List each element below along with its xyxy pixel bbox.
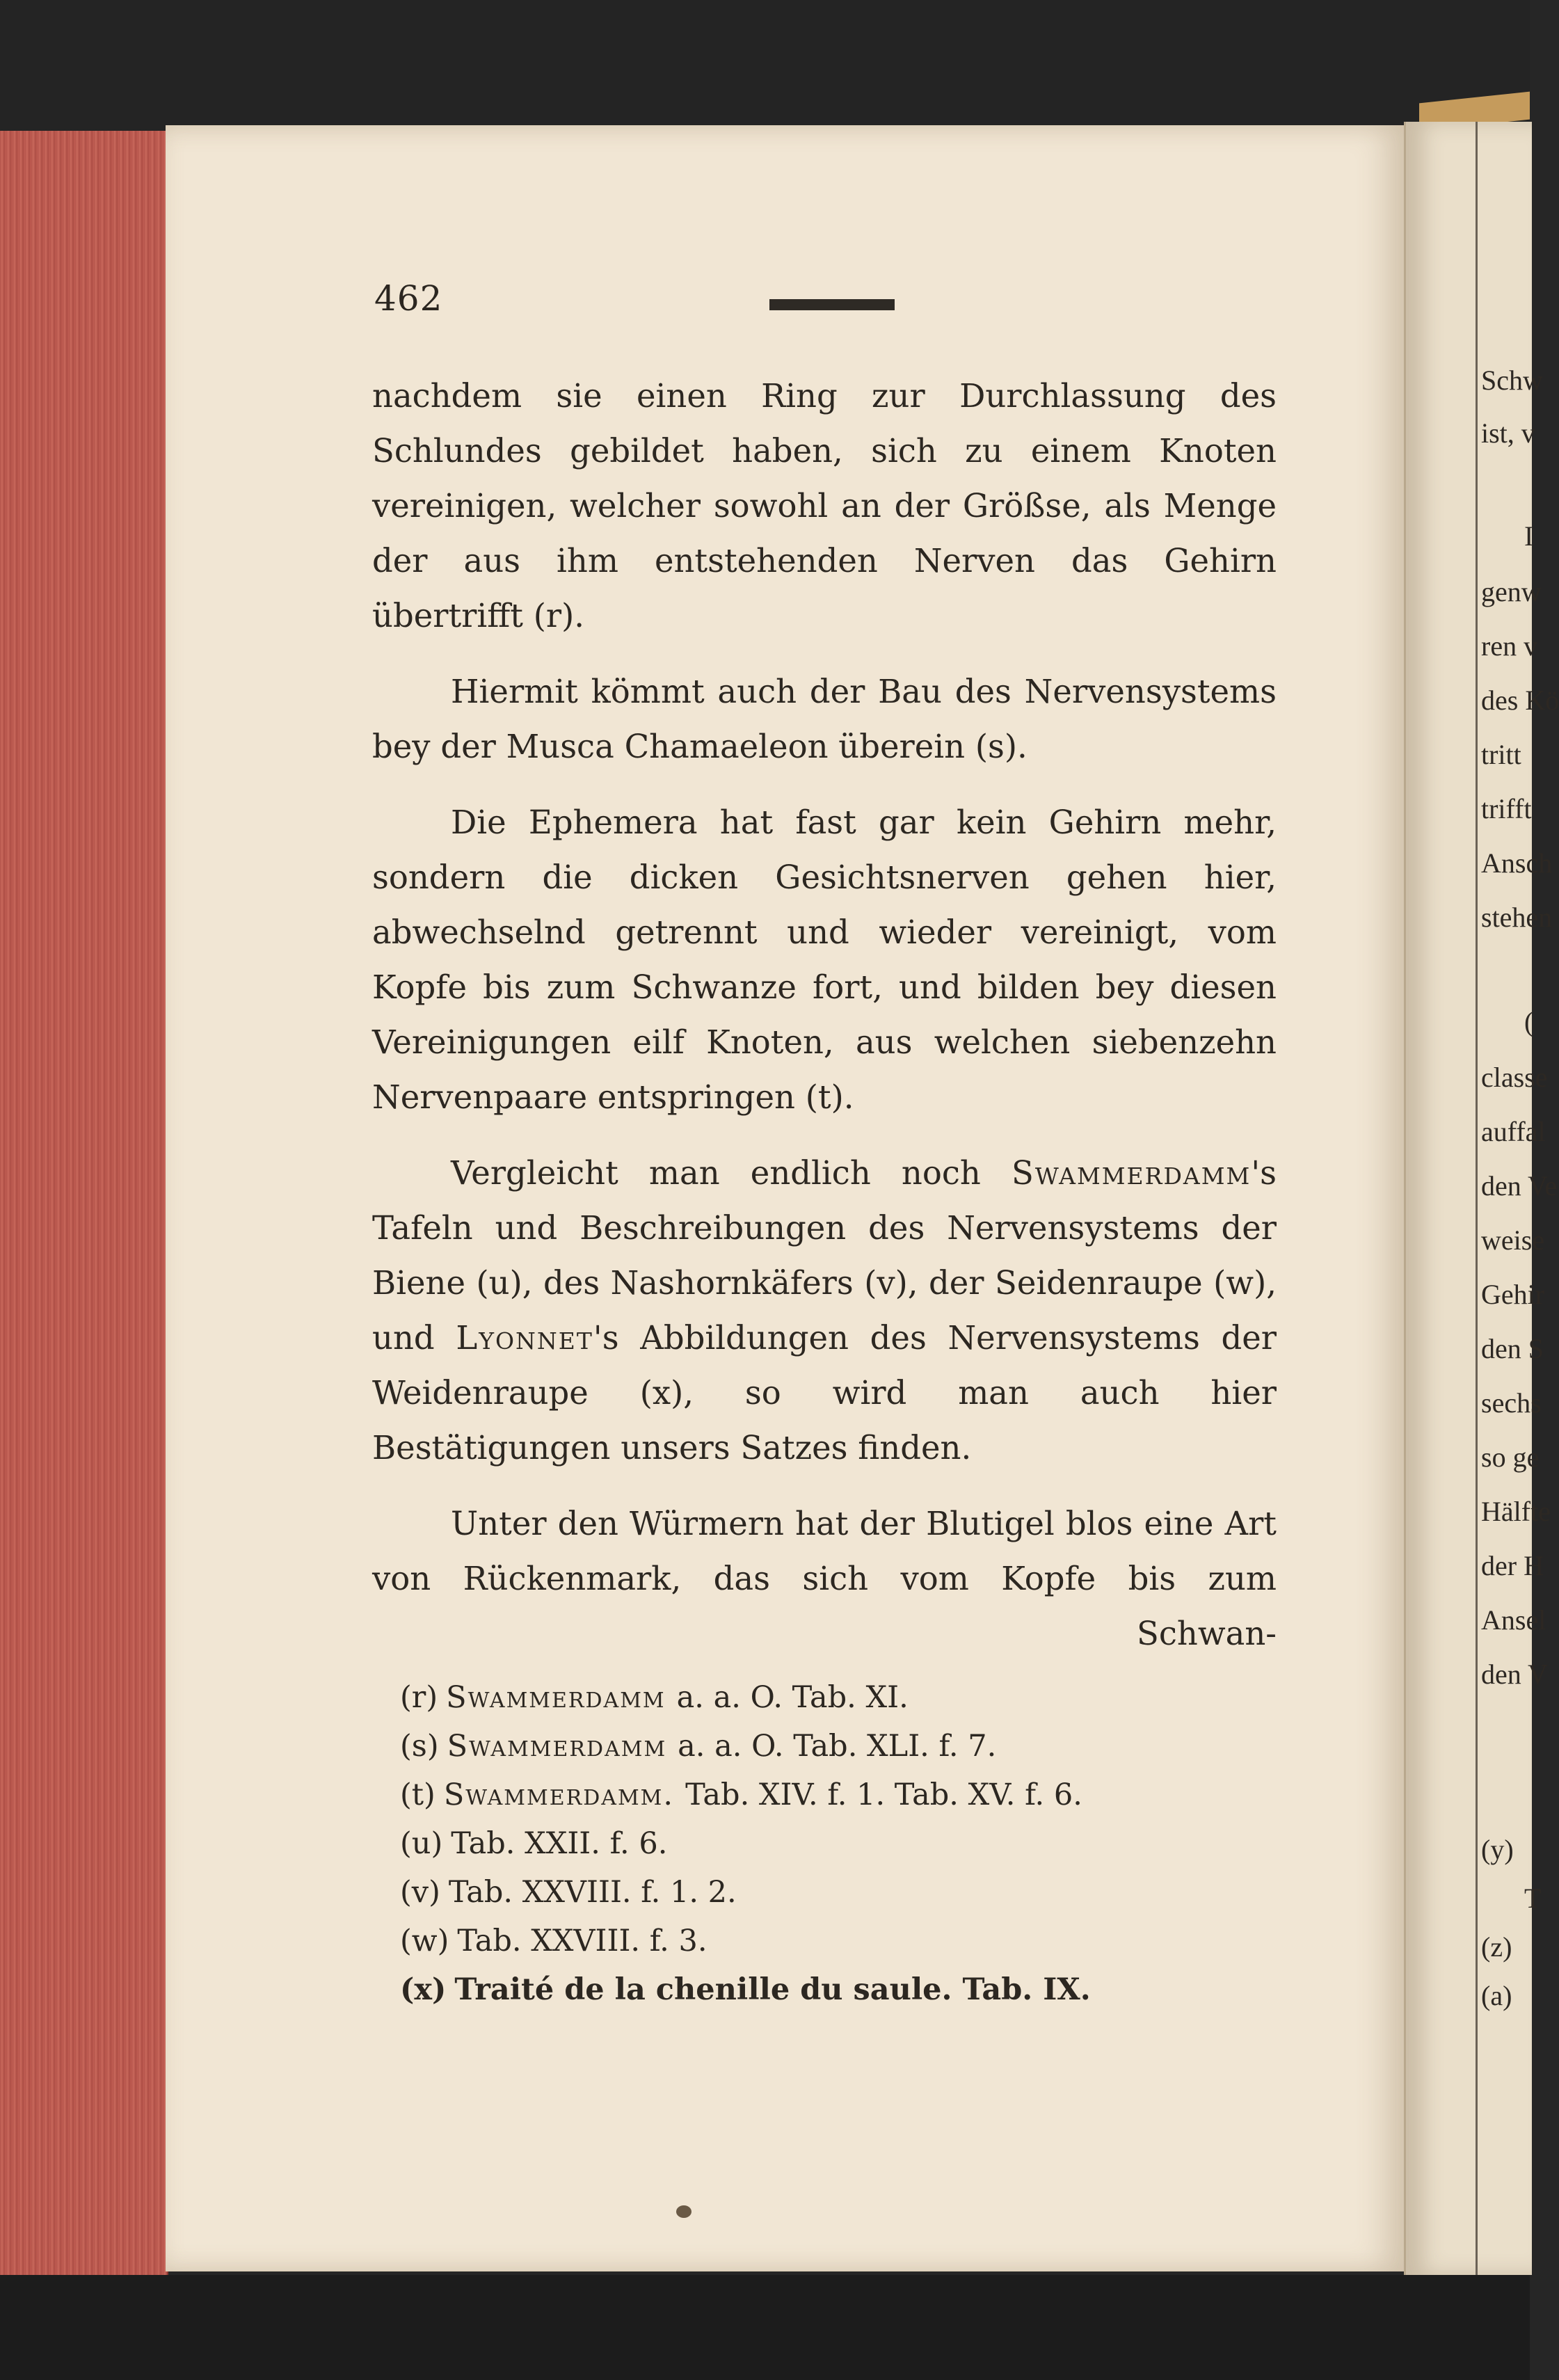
footnote-s bbox=[400, 1722, 1277, 1771]
facing-line: Gehir bbox=[1481, 1279, 1545, 1310]
paragraph-continued: nachdem sie einen Ring zur Durchlassung des Schlundes gebildet haben, sich zu einem Knoten vereinigen, welcher sowohl an der Größse, als Menge der aus ihm entstehenden Nerven das Gehirn übertrifft (r). bbox=[372, 377, 1277, 634]
author-name: Swammerdamm bbox=[1011, 1154, 1252, 1192]
paragraph: Die Ephemera hat fast gar kein Gehirn mehr, sondern die dicken Gesichtsnerven gehen hier, abwechselnd getrennt und wieder vereinigt, vom Kopfe bis zum Schwanze fort, und bilden bey diesen Vereinigungen eilf Knoten, aus welchen siebenzehn Nervenpaare entspringen (t). bbox=[372, 804, 1277, 1116]
footnote-x bbox=[400, 1965, 1277, 2014]
footnote-ref: Tab. XXII. f. 6. bbox=[451, 1826, 668, 1861]
paragraph-with-names bbox=[372, 1146, 1277, 1476]
page-header bbox=[374, 278, 1286, 327]
page-number: 462 bbox=[374, 278, 443, 319]
body-text bbox=[372, 369, 1277, 1661]
footnote-ref: Traité de la chenille du saule. Tab. IX. bbox=[454, 1972, 1091, 2007]
footnote-ref: a. a. O. Tab. XI. bbox=[676, 1680, 909, 1715]
footnote-ref: Tab. XXVIII. f. 1. 2. bbox=[448, 1875, 737, 1910]
facing-line: ist, v bbox=[1481, 417, 1535, 449]
footnotes bbox=[400, 1673, 1277, 2014]
footnote-u bbox=[400, 1819, 1277, 1868]
footnote-key: (v) bbox=[400, 1875, 440, 1910]
paragraph-text: Vergleicht man endlich noch bbox=[451, 1154, 1012, 1192]
facing-line: (z) bbox=[1481, 1931, 1512, 1963]
background-top bbox=[0, 0, 1530, 132]
facing-line: ( bbox=[1524, 1006, 1534, 1037]
facing-line: Schw bbox=[1481, 365, 1543, 396]
facing-line: Ansel bbox=[1481, 1604, 1546, 1636]
paragraph-text: 's Abbildungen des Nervensystems der Weidenraupe (x), so wird man auch hier Bestätigungen unsers Satzes finden. bbox=[372, 1319, 1277, 1467]
footnote-ref: a. a. O. Tab. XLI. f. 7. bbox=[678, 1729, 997, 1764]
facing-line: I bbox=[1524, 520, 1534, 552]
footnote-author: Swammerdamm bbox=[446, 1680, 666, 1715]
footnote-key: (s) bbox=[400, 1729, 439, 1764]
footnote-key: (x) bbox=[400, 1972, 447, 2007]
facing-line: trifft bbox=[1481, 793, 1532, 824]
footnote-ref: Tab. XXVIII. f. 3. bbox=[457, 1924, 707, 1958]
facing-line: classe bbox=[1481, 1062, 1548, 1093]
facing-line: des Kö bbox=[1481, 685, 1559, 716]
facing-line: so ge bbox=[1481, 1441, 1540, 1473]
catchword: Schwan- bbox=[1136, 1615, 1277, 1652]
facing-line: den S bbox=[1481, 1333, 1544, 1364]
footnote-key: (w) bbox=[400, 1924, 449, 1958]
facing-line: auffal bbox=[1481, 1116, 1546, 1147]
facing-line: tritt bbox=[1481, 739, 1521, 770]
author-name: Lyonnet bbox=[456, 1319, 593, 1357]
footnote-w bbox=[400, 1917, 1277, 1965]
facing-line: Hälfte bbox=[1481, 1496, 1551, 1527]
footnote-author: Swammerdamm. bbox=[443, 1778, 675, 1812]
background-bottom bbox=[0, 2275, 1530, 2380]
facing-line: Ansch bbox=[1481, 847, 1553, 879]
footnote-ref: Tab. XIV. f. 1. Tab. XV. f. 6. bbox=[685, 1778, 1082, 1812]
facing-line: genw bbox=[1481, 576, 1542, 607]
paragraph: Hiermit kömmt auch der Bau des Nervensystems bey der Musca Chamaeleon überein (s). bbox=[372, 673, 1277, 765]
book-page-edges bbox=[0, 131, 168, 2275]
facing-page bbox=[1404, 122, 1559, 2275]
page-blemish bbox=[676, 2205, 691, 2218]
footnote-v bbox=[400, 1868, 1277, 1917]
paragraph-text: 's Tafeln und Beschreibungen des Nervensystems der Biene (u), des Nashornkäfers (v), der Seidenraupe (w), und bbox=[372, 1154, 1277, 1357]
footnote-author: Swammerdamm bbox=[447, 1729, 667, 1764]
facing-line: stehen bbox=[1481, 902, 1553, 933]
facing-line: ren v bbox=[1481, 630, 1538, 662]
facing-line: sechs bbox=[1481, 1387, 1542, 1419]
facing-line: den V bbox=[1481, 1659, 1548, 1690]
facing-line: (a) bbox=[1481, 1980, 1512, 2011]
facing-line: T bbox=[1524, 1883, 1542, 1914]
footnote-key: (u) bbox=[400, 1826, 443, 1861]
facing-line: (y) bbox=[1481, 1834, 1514, 1865]
footnote-r bbox=[400, 1673, 1277, 1722]
facing-page-gutter-line bbox=[1476, 122, 1478, 2275]
header-ornament-rule bbox=[769, 299, 895, 310]
facing-line: weise bbox=[1481, 1224, 1545, 1256]
footnote-t bbox=[400, 1771, 1277, 1819]
facing-line: der H bbox=[1481, 1550, 1544, 1581]
paragraph: Unter den Würmern hat der Blutigel blos eine Art von Rückenmark, das sich vom Kopfe bis zum bbox=[372, 1505, 1277, 1597]
catchword-line bbox=[372, 1606, 1277, 1661]
facing-line: den Ve bbox=[1481, 1170, 1558, 1201]
footnote-key: (r) bbox=[400, 1680, 438, 1715]
footnote-key: (t) bbox=[400, 1778, 435, 1812]
